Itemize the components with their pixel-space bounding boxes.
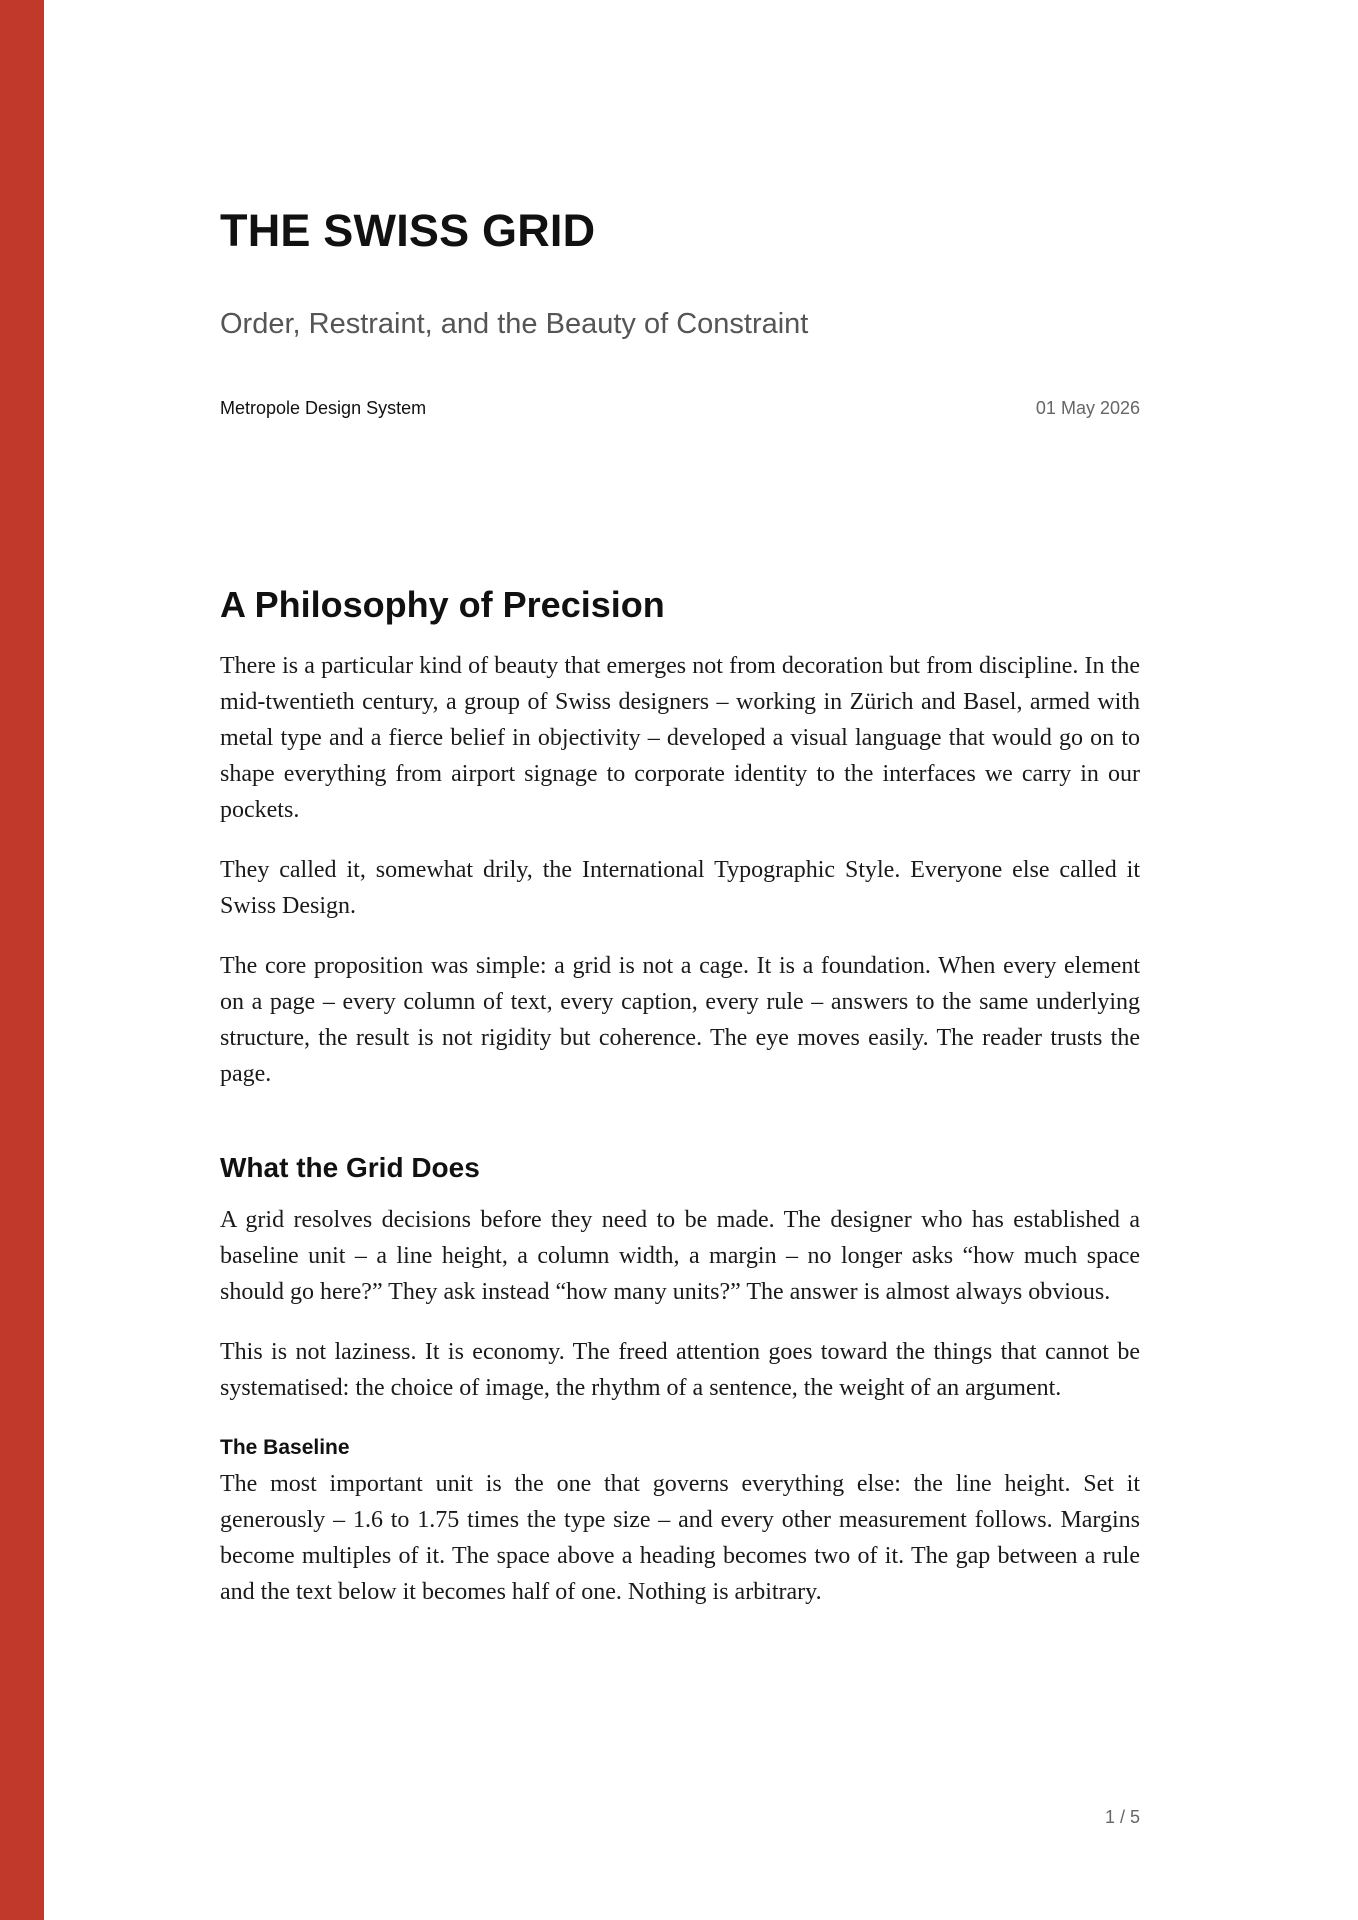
date-label: 01 May 2026 — [1035, 398, 1140, 418]
section-heading-baseline: The Baseline — [220, 1436, 350, 1459]
section-heading-philosophy: A Philosophy of Precision — [220, 584, 665, 625]
page-number: 1 / 5 — [1104, 1807, 1140, 1827]
body-paragraph: They called it, somewhat drily, the International Typographic Style. Everyone else called it Swiss Design. — [220, 857, 1140, 919]
body-paragraph: A grid resolves decisions before they need to be made. The designer who has established a baseline unit – a line height, a column width, a margin – no longer asks “how much space should go here?” They ask instead “how many units?” The answer is almost always obvious. — [220, 1207, 1140, 1305]
accent-bar — [0, 0, 44, 1920]
section-heading-grid: What the Grid Does — [220, 1152, 480, 1183]
document-title: THE SWISS GRID — [220, 205, 596, 256]
author-label: Metropole Design System — [220, 398, 427, 418]
document-subtitle: Order, Restraint, and the Beauty of Constraint — [220, 308, 809, 340]
body-paragraph: The core proposition was simple: a grid is not a cage. It is a foundation. When every element on a page – every column of text, every caption, every rule – answers to the same underlying structure, the result is not rigidity but coherence. The eye moves easily. The reader trusts the page. — [220, 953, 1140, 1087]
body-paragraph: The most important unit is the one that governs everything else: the line height. Set it generously – 1.6 to 1.75 times the type size – and every other measurement follows. Margins become multiples of it. The space above a heading becomes two of it. The gap between a rule and the text below it becomes half of one. Nothing is arbitrary. — [220, 1471, 1140, 1605]
body-paragraph: This is not laziness. It is economy. The freed attention goes toward the things that cannot be systematised: the choice of image, the rhythm of a sentence, the weight of an argument. — [220, 1339, 1140, 1401]
body-paragraph: There is a particular kind of beauty that emerges not from decoration but from discipline. In the mid-twentieth century, a group of Swiss designers – working in Zürich and Basel, armed with metal type and a fierce belief in objectivity – developed a visual language that would go on to shape everything from airport signage to corporate identity to the interfaces we carry in our pockets. — [220, 653, 1140, 823]
meta-row — [220, 398, 1140, 419]
document-body — [220, 580, 1140, 1634]
